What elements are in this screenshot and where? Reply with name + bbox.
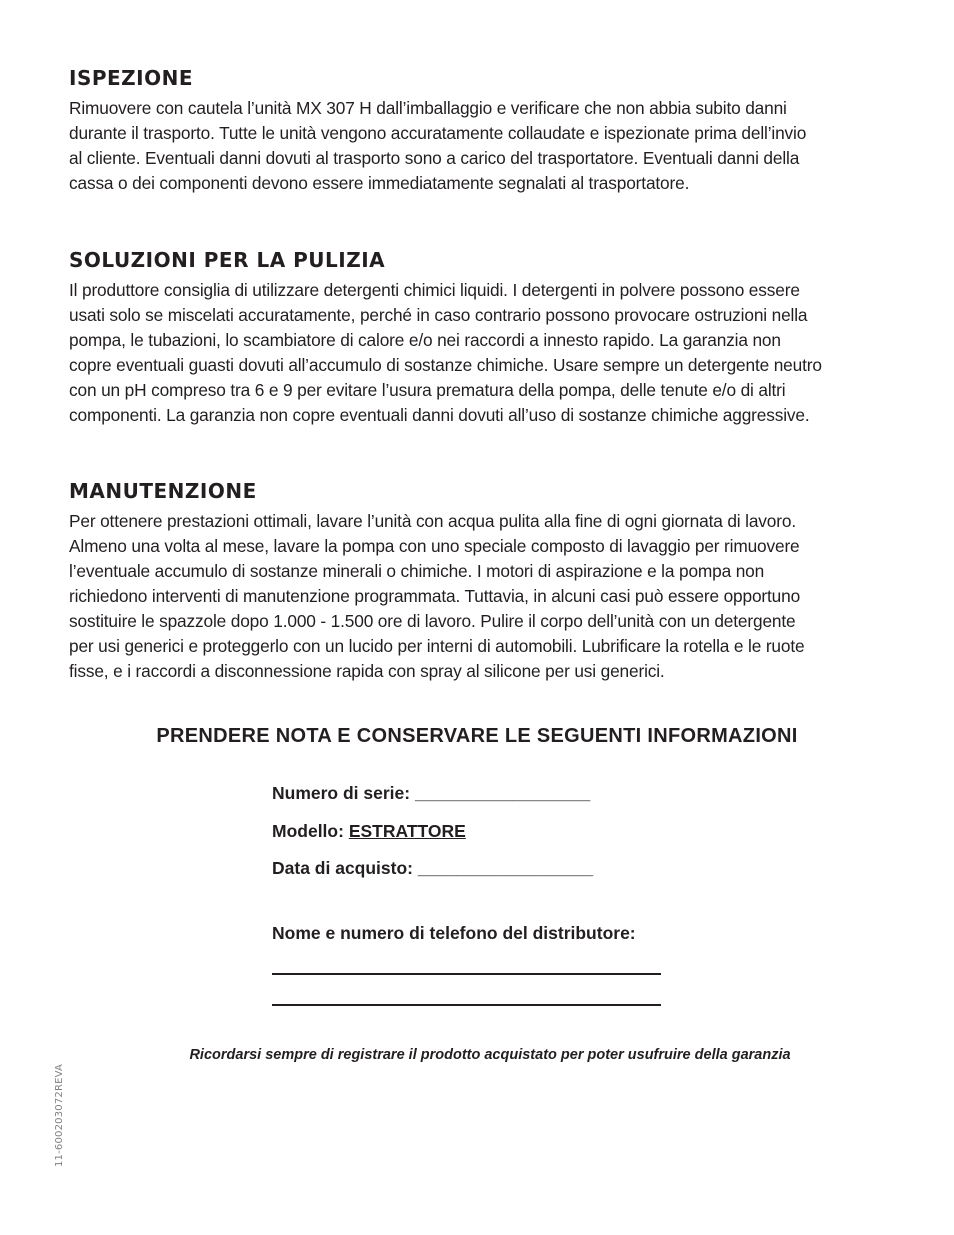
section-heading: MANUTENZIONE	[69, 479, 257, 503]
paragraph-line: pompa, le tubazioni, lo scambiatore di calore e/o nei raccordi a innesto rapido. La garanzia non	[69, 330, 781, 350]
paragraph-line: con un pH compreso tra 6 e 9 per evitare l’usura prematura della pompa, delle tenute e/o di altri	[69, 380, 786, 400]
model-row	[272, 821, 466, 842]
section-ispezione	[69, 66, 909, 196]
section-soluzioni-pulizia	[69, 248, 909, 428]
paragraph-line: fisse, e i raccordi a disconnessione rapida con spray al silicone per usi generici.	[69, 661, 665, 681]
distributor-label: Nome e numero di telefono del distributore:	[272, 923, 636, 943]
section-heading: SOLUZIONI PER LA PULIZIA	[69, 248, 386, 272]
purchase-date-blank: __________________	[417, 858, 594, 878]
paragraph-line: sostituire le spazzole dopo 1.000 - 1.500 ore di lavoro. Pulire il corpo dell’unità con un detergente	[69, 611, 796, 631]
section-paragraph	[69, 96, 909, 196]
section-paragraph	[69, 278, 909, 428]
paragraph-line: componenti. La garanzia non copre eventuali danni dovuti all’uso di sostanze chimiche aggressive.	[69, 405, 810, 425]
paragraph-line: al cliente. Eventuali danni dovuti al trasporto sono a carico del trasportatore. Eventuali danni della	[69, 148, 800, 168]
distributor-blank-line	[272, 1004, 661, 1006]
paragraph-line: cassa o dei componenti devono essere immediatamente segnalati al trasportatore.	[69, 173, 690, 193]
serial-number-label: Numero di serie:	[272, 783, 411, 803]
paragraph-line: Rimuovere con cautela l’unità MX 307 H dall’imballaggio e verificare che non abbia subito danni	[69, 98, 787, 118]
model-value: ESTRATTORE	[348, 821, 466, 841]
warranty-reminder: Ricordarsi sempre di registrare il prodotto acquistato per poter usufruire della garanzia	[189, 1047, 791, 1063]
paragraph-line: durante il trasporto. Tutte le unità vengono accuratamente collaudate e ispezionate prima dell’invio	[69, 123, 807, 143]
paragraph-line: per usi generici e proteggerlo con un lucido per interni di automobili. Lubrificare la rotella e le ruote	[69, 636, 805, 656]
notice-title: PRENDERE NOTA E CONSERVARE LE SEGUENTI INFORMAZIONI	[156, 725, 798, 747]
paragraph-line: usati solo se miscelati accuratamente, perché in caso contrario possono provocare ostruzioni nella	[69, 305, 808, 325]
paragraph-line: Per ottenere prestazioni ottimali, lavare l’unità con acqua pulita alla fine di ogni giornata di lavoro.	[69, 511, 796, 531]
section-manutenzione	[69, 479, 909, 684]
paragraph-line: l’eventuale accumulo di sostanze minerali o chimiche. I motori di aspirazione e la pompa non	[69, 561, 765, 581]
model-label: Modello:	[272, 821, 344, 841]
section-paragraph	[69, 509, 909, 684]
serial-number-blank: __________________	[414, 783, 591, 803]
paragraph-line: Il produttore consiglia di utilizzare detergenti chimici liquidi. I detergenti in polvere possono essere	[69, 280, 800, 300]
purchase-date-label: Data di acquisto:	[272, 858, 413, 878]
document-code: 11-600203072REVA	[54, 1063, 65, 1167]
paragraph-line: Almeno una volta al mese, lavare la pompa con uno speciale composto di lavaggio per rimuovere	[69, 536, 800, 556]
paragraph-line: copre eventuali guasti dovuti all’accumulo di sostanze chimiche. Usare sempre un detergente neutro	[69, 355, 822, 375]
paragraph-line: richiedono interventi di manutenzione programmata. Tuttavia, in alcuni casi può essere opportuno	[69, 586, 801, 606]
purchase-date-row	[272, 858, 593, 879]
section-heading: ISPEZIONE	[69, 66, 194, 90]
serial-number-row	[272, 783, 590, 804]
distributor-blank-line	[272, 973, 661, 975]
